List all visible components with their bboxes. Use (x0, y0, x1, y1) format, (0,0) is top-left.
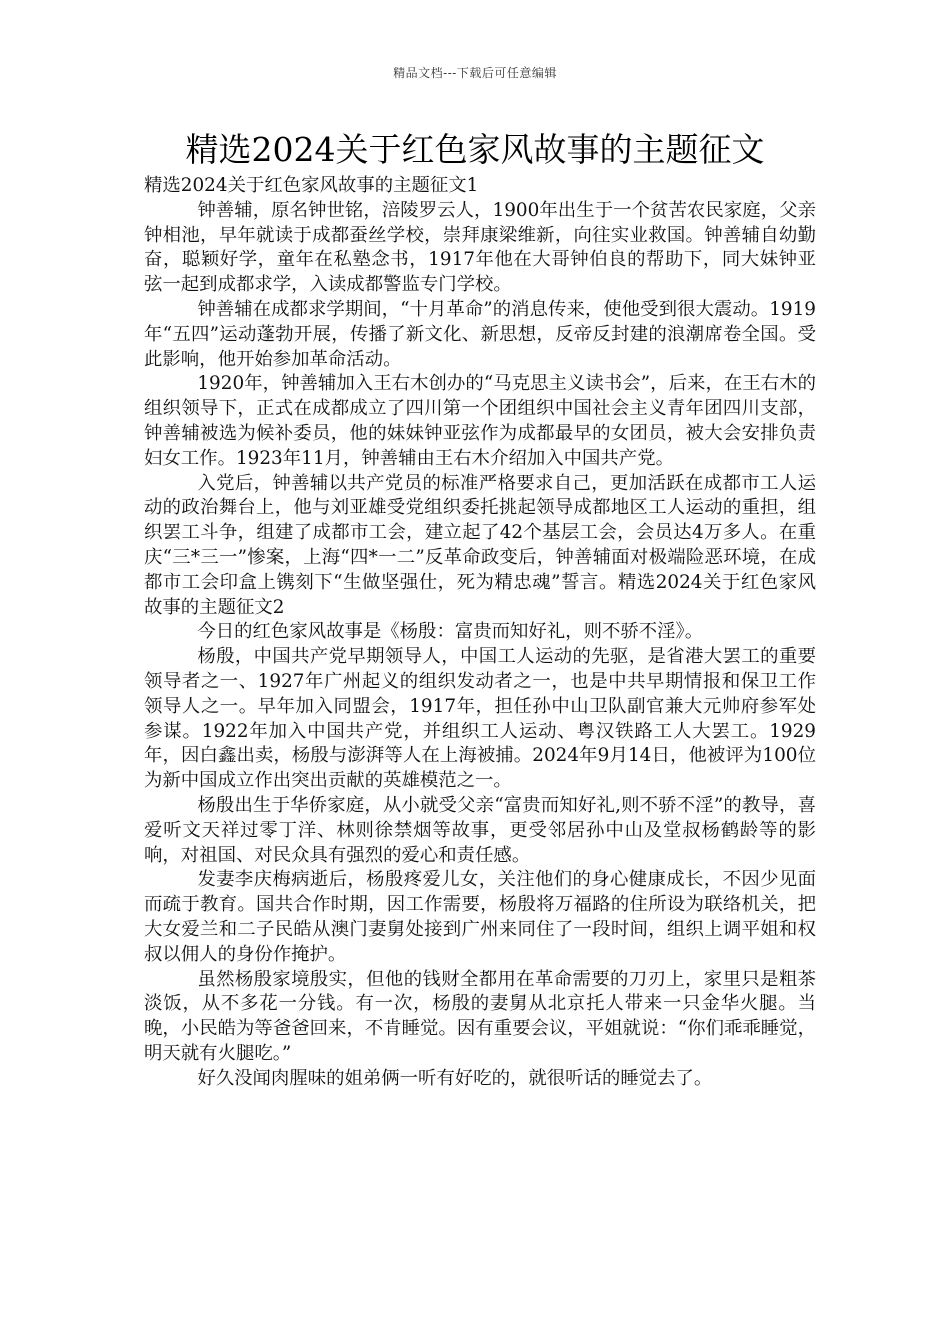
paragraph-4: 入党后，钟善辅以共产党员的标准严格要求自己，更加活跃在成都市工人运动的政治舞台上，他与刘亚雄受党组织委托挑起领导成都地区工人运动的重担，组织罢工斗争，组建了成都市工会，建立起了42个基层工会，会员达4万多人。在重庆“三*三一”惨案，上海“四*一二”反革命政变后，钟善辅面对极端险恶环境，在成都市工会印盒上镌刻下“生做坚强仕，死为精忠魂”誓言。精选2024关于红色家风故事的主题征文2 (144, 472, 816, 618)
paragraph-7: 杨殷出生于华侨家庭，从小就受父亲“富贵而知好礼,则不骄不淫”的教导，喜爱听文天祥过零丁洋、林则徐禁烟等故事，更受邻居孙中山及堂叔杨鹤龄等的影响，对祖国、对民众具有强烈的爱心和责任感。 (144, 794, 816, 866)
paragraph-3: 1920年，钟善辅加入王右木创办的“马克思主义读书会”，后来，在王右木的组织领导下，正式在成都成立了四川第一个团组织中国社会主义青年团四川支部，钟善辅被选为候补委员，他的妹妹钟亚弦作为成都最早的女团员，被大会安排负责妇女工作。1923年11月，钟善辅由王右木介绍加入中国共产党。 (144, 373, 816, 469)
paragraph-8: 发妻李庆梅病逝后，杨殷疼爱儿女，关注他们的身心健康成长，不因少见面而疏于教育。国共合作时期，因工作需要，杨殷将万福路的住所设为联络机关，把大女爱兰和二子民皓从澳门妻舅处接到广州来同住了一段时间，组织上调平姐和权叔以佣人的身份作掩护。 (144, 869, 816, 965)
document-body (144, 174, 816, 1091)
paragraph-9: 虽然杨殷家境殷实，但他的钱财全都用在革命需要的刀刃上，家里只是粗茶淡饭，从不多花一分钱。有一次，杨殷的妻舅从北京托人带来一只金华火腿。当晚，小民皓为等爸爸回来，不肯睡觉。因有重要会议，平姐就说：“你们乖乖睡觉，明天就有火腿吃。” (144, 968, 816, 1064)
paragraph-10: 好久没闻肉腥味的姐弟俩一听有好吃的，就很听话的睡觉去了。 (197, 1067, 713, 1089)
section-heading: 精选2024关于红色家风故事的主题征文1 (144, 175, 479, 196)
paragraph-5: 今日的红色家风故事是《杨殷：富贵而知好礼，则不骄不淫》。 (197, 621, 704, 643)
paragraph-2: 钟善辅在成都求学期间，“十月革命”的消息传来，使他受到很大震动。1919年“五四”运动蓬勃开展，传播了新文化、新思想，反帝反封建的浪潮席卷全国。受此影响，他开始参加革命活动。 (144, 298, 816, 370)
header-note: 精品文档---下载后可任意编辑 (393, 66, 557, 80)
document-title: 精选2024关于红色家风故事的主题征文 (185, 130, 765, 169)
paragraph-6: 杨殷，中国共产党早期领导人，中国工人运动的先驱，是省港大罢工的重要领导者之一、1927年广州起义的组织发动者之一，也是中共早期情报和保卫工作领导人之一。早年加入同盟会，1917年，担任孙中山卫队副官兼大元帅府参军处参谋。1922年加入中国共产党，并组织工人运动、粤汉铁路工人大罢工。1929年，因白鑫出卖，杨殷与澎湃等人在上海被捕。2024年9月14日，他被评为100位为新中国成立作出突出贡献的英雄模范之一。 (144, 646, 816, 792)
paragraph-1: 钟善辅，原名钟世铭，涪陵罗云人，1900年出生于一个贫苦农民家庭，父亲钟相池，早年就读于成都蚕丝学校，崇拜康梁维新，向往实业救国。钟善辅自幼勤奋，聪颖好学，童年在私塾念书，1917年他在大哥钟伯良的帮助下，同大妹钟亚弦一起到成都求学，入读成都警监专门学校。 (144, 199, 816, 296)
